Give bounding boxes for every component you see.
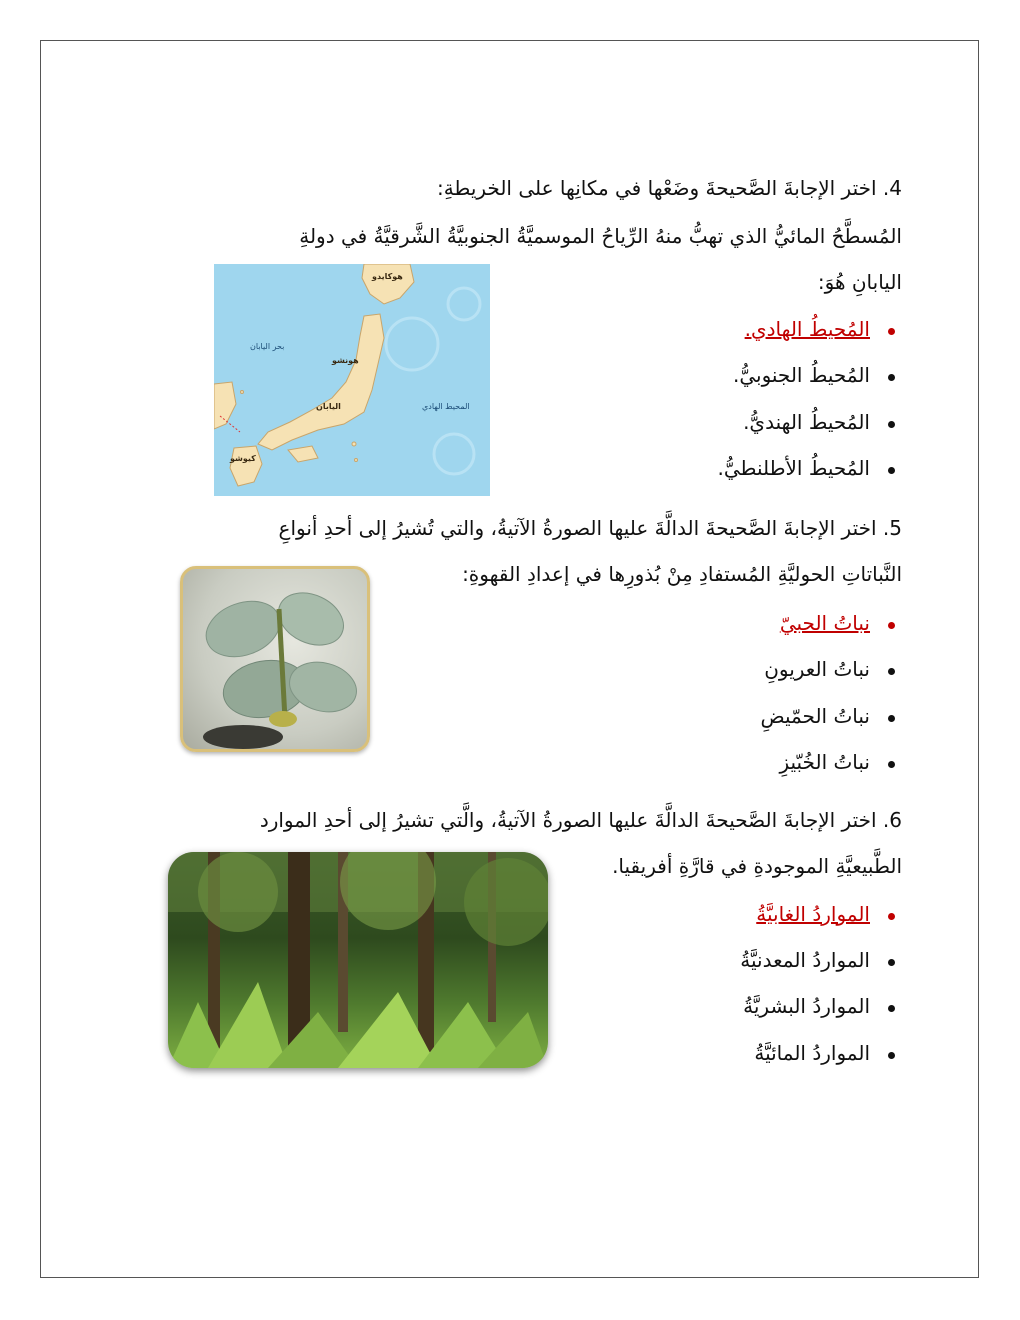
q4-option-2[interactable]: المُحيطُ الجنوبيُّ.	[732, 363, 870, 387]
map-label-kyushu: كيوشو	[230, 454, 256, 463]
plant-photo	[180, 566, 370, 752]
q6-option-3-bullet	[888, 1005, 895, 1012]
q4-question-line1: 4. اختر الإجابةَ الصَّحيحةَ وضَعْها في مكانِها على الخريطةِ:	[436, 176, 902, 200]
q5-option-1-bullet	[888, 622, 895, 629]
forest-photo	[168, 852, 548, 1068]
map-label-sea-of-japan: بحر اليابان	[250, 342, 285, 351]
japan-map	[214, 264, 490, 496]
q4-option-3-bullet	[888, 421, 895, 428]
map-label-japan: اليابان	[316, 402, 341, 411]
q5-option-1[interactable]: نباتُ الحبيّ	[779, 611, 870, 635]
q4-question-line2: المُسطَّحُ المائيُّ الذي تهبُّ منهُ الرِّياحُ الموسميَّةُ الجنوبيَّةُ الشَّرقيَّةُ في دولةِ	[299, 224, 902, 248]
q4-option-1[interactable]: المُحيطُ الهادي.	[744, 317, 870, 341]
q6-option-1[interactable]: المواردُ الغابيَّةُ	[756, 902, 870, 926]
q4-option-4[interactable]: المُحيطُ الأطلنطيُّ.	[717, 456, 870, 480]
q5-option-2-bullet	[888, 668, 895, 675]
map-label-honshu: هونشو	[332, 356, 359, 365]
q6-option-4[interactable]: المواردُ المائيَّةُ	[754, 1041, 870, 1065]
forest-drawing	[168, 852, 548, 1068]
q6-option-4-bullet	[888, 1052, 895, 1059]
q6-question-line2: الطَّبيعيَّةِ الموجودةِ في قارَّةِ أفريقيا.	[612, 854, 902, 878]
q5-option-3[interactable]: نباتُ الحمّيضِ	[760, 704, 870, 728]
map-label-pacific: المحيط الهادي	[422, 402, 470, 411]
q4-option-2-bullet	[888, 374, 895, 381]
q4-option-4-bullet	[888, 467, 895, 474]
plant-drawing	[183, 569, 367, 749]
q5-question-line1: 5. اختر الإجابةَ الصَّحيحةَ الدالَّةَ عليها الصورةُ الآتيةُ، والتي تُشيرُ إلى أحدِ أنواعِ	[278, 516, 902, 540]
q6-question-line1: 6. اختر الإجابةَ الصَّحيحةَ الدالَّةَ عليها الصورةُ الآتيةُ، والَّتي تشيرُ إلى أحدِ الموارد	[259, 808, 902, 832]
q6-option-1-bullet	[888, 913, 895, 920]
q5-option-4[interactable]: نباتُ الخُبّيزِ	[779, 750, 870, 774]
q5-option-3-bullet	[888, 715, 895, 722]
q4-question-line3: اليابانِ هُوَ:	[817, 270, 902, 294]
map-label-hokkaido: هوكايدو	[372, 272, 403, 281]
q4-option-1-bullet	[888, 328, 895, 335]
q5-option-2[interactable]: نباتُ العريونِ	[764, 657, 870, 681]
q5-question-line2: النَّباتاتِ الحوليَّةِ المُستفادِ مِنْ بُذورِها في إعدادِ القهوةِ:	[462, 562, 902, 586]
q5-option-4-bullet	[888, 761, 895, 768]
q6-option-3[interactable]: المواردُ البشريَّةُ	[743, 994, 870, 1018]
q6-option-2-bullet	[888, 959, 895, 966]
q4-option-3[interactable]: المُحيطُ الهنديُّ.	[743, 410, 870, 434]
q6-option-2[interactable]: المواردُ المعدنيَّةُ	[740, 948, 870, 972]
